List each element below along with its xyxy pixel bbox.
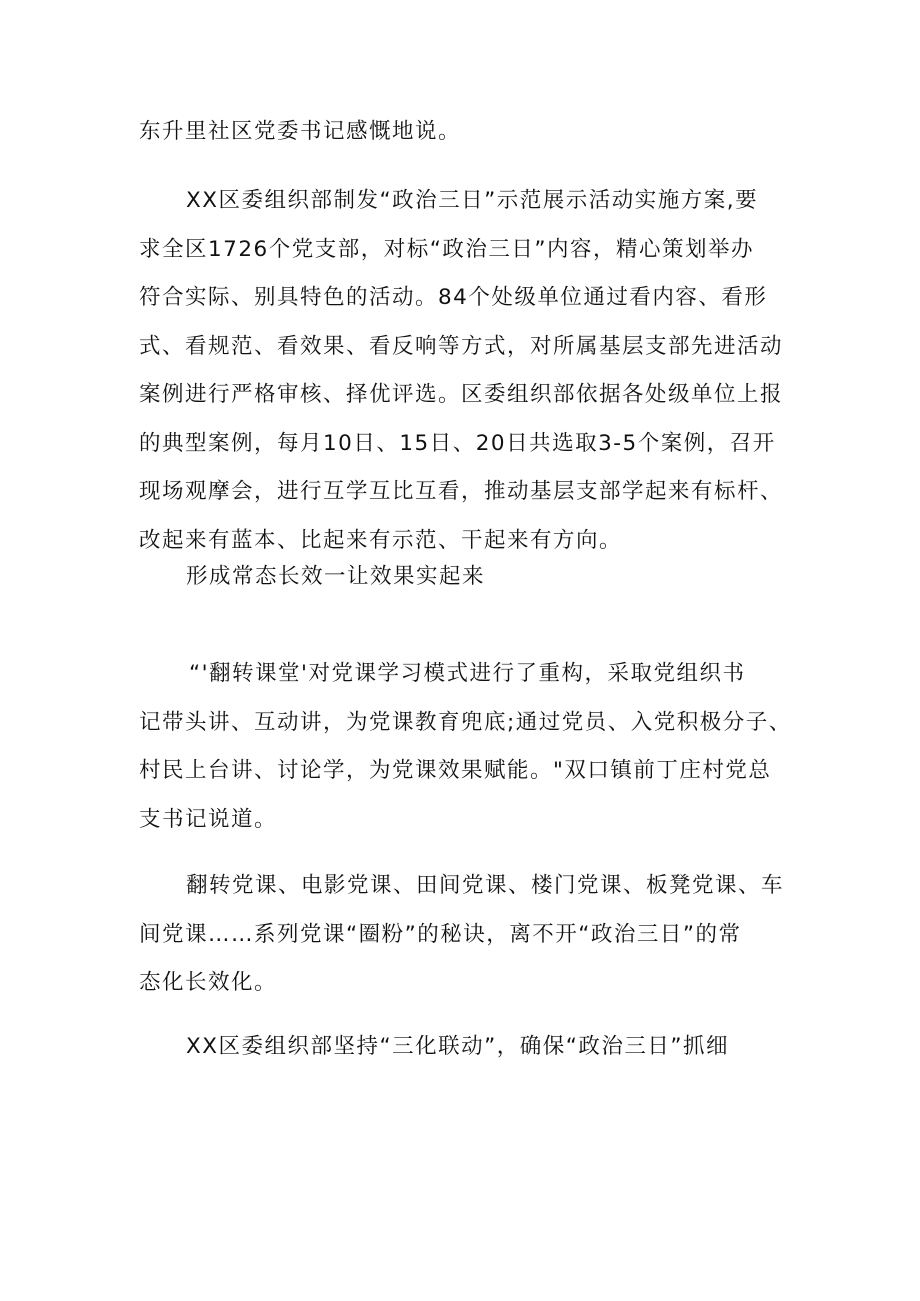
text-line: 态化长效化。 <box>139 970 278 995</box>
text-line: 符合实际、别具特色的活动。84个处级单位通过看内容、看形 <box>139 285 768 310</box>
paragraph-party-lessons <box>139 862 799 1008</box>
text-line: 村民上台讲、讨论学，为党课效果赋能。"双口镇前丁庄村党总 <box>139 758 772 783</box>
text-line: 的典型案例，每月10日、15日、20日共选取3-5个案例，召开 <box>139 430 776 456</box>
paragraph-flipped-classroom <box>139 650 799 844</box>
text-line: 现场观摩会，进行互学互比互看，推动基层支部学起来有标杆、 <box>139 479 784 504</box>
text-line: “'翻转课堂'对党课学习模式进行了重构，采取党组织书 <box>189 661 746 686</box>
text-line: 求全区1726个党支部，对标“政治三日”内容，精心策划举办 <box>139 236 754 262</box>
text-line: 记带头讲、互动讲，为党课教育兜底;通过党员、入党积极分子、 <box>139 709 792 735</box>
text-line: 支书记说道。 <box>139 806 278 832</box>
paragraph-three-linkage <box>139 1023 799 1072</box>
text-line: 东升里社区党委书记感慨地说。 <box>139 119 462 144</box>
text-line: 案例进行严格审核、择优评选。区委组织部依据各处级单位上报 <box>139 382 784 407</box>
paragraph-implementation-plan <box>139 177 799 565</box>
paragraph-closing-quote <box>139 108 799 157</box>
text-line: XX区委组织部制发“政治三日”示范展示活动实施方案,要 <box>186 188 759 213</box>
text-line: 式、看规范、看效果、看反响等方式，对所属基层支部先进活动 <box>139 333 784 359</box>
text-line: 形成常态长效一让效果实起来 <box>186 564 486 589</box>
text-line: 间党课……系列党课“圈粉”的秘诀，离不开“政治三日”的常 <box>139 921 742 947</box>
text-line: XX区委组织部坚持“三化联动”，确保“政治三日”抓细 <box>186 1034 730 1059</box>
section-heading <box>139 553 799 602</box>
text-line: 翻转党课、电影党课、田间党课、楼门党课、板凳党课、车 <box>186 873 785 898</box>
text-line: 改起来有蓝本、比起来有示范、干起来有方向。 <box>139 527 623 553</box>
